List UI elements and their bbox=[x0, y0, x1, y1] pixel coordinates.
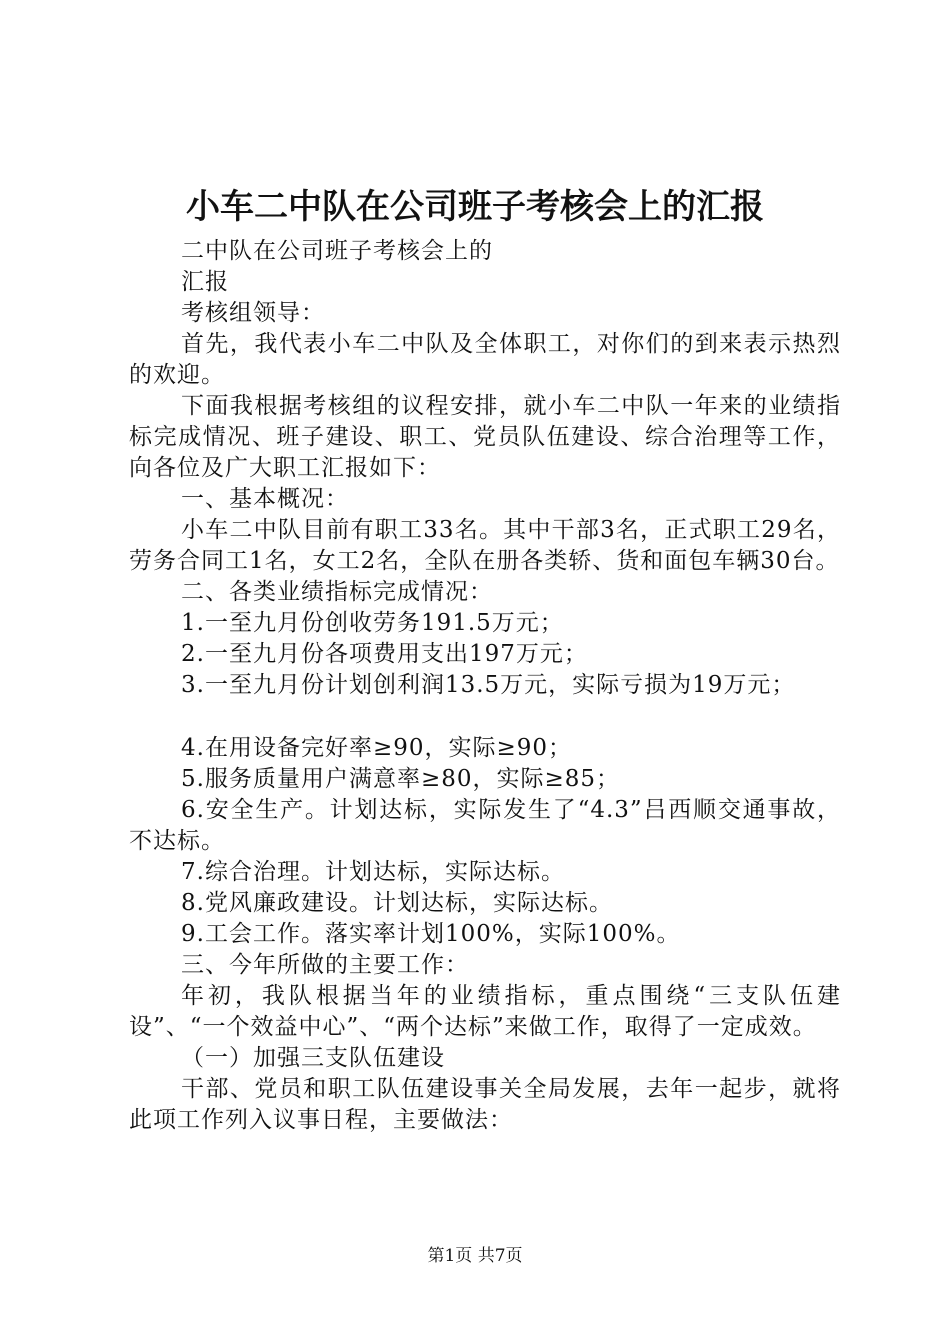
indicator-item-6: 6.安全生产。计划达标，实际发生了“4.3”吕西顺交通事故，不达标。 bbox=[129, 797, 841, 854]
indicator-item-1: 1.一至九月份创收劳务191.5万元； bbox=[181, 610, 564, 636]
section-heading-indicators: 二、各类业绩指标完成情况： bbox=[181, 579, 493, 605]
document-title: 小车二中队在公司班子考核会上的汇报 bbox=[186, 187, 764, 227]
paragraph-subtitle-1: 二中队在公司班子考核会上的 bbox=[181, 238, 493, 264]
section-heading-main-work: 三、今年所做的主要工作： bbox=[181, 952, 469, 978]
indicator-item-3: 3.一至九月份计划创利润13.5万元，实际亏损为19万元； bbox=[181, 672, 796, 698]
indicator-item-8: 8.党风廉政建设。计划达标，实际达标。 bbox=[181, 890, 613, 916]
indicator-item-5: 5.服务质量用户满意率≥80，实际≥85； bbox=[181, 766, 621, 792]
document-body bbox=[129, 236, 841, 1136]
paragraph-subtitle-2: 汇报 bbox=[181, 269, 229, 295]
subsection-heading-teams: （一）加强三支队伍建设 bbox=[181, 1045, 445, 1071]
paragraph-overview: 小车二中队目前有职工33名。其中干部3名，正式职工29名，劳务合同工1名，女工2名，全队在册各类轿、货和面包车辆30台。 bbox=[129, 517, 841, 574]
paragraph-salutation: 考核组领导： bbox=[181, 300, 325, 326]
indicator-item-4: 4.在用设备完好率≥90，实际≥90； bbox=[181, 735, 573, 761]
blank-line bbox=[129, 701, 841, 733]
page-footer: 第1页 共7页 bbox=[427, 1246, 523, 1266]
paragraph-welcome: 首先，我代表小车二中队及全体职工，对你们的到来表示热烈的欢迎。 bbox=[129, 331, 841, 388]
paragraph-teams: 干部、党员和职工队伍建设事关全局发展，去年一起步，就将此项工作列入议事日程，主要做法： bbox=[129, 1076, 841, 1133]
indicator-item-7: 7.综合治理。计划达标，实际达标。 bbox=[181, 859, 565, 885]
paragraph-intro: 下面我根据考核组的议程安排，就小车二中队一年来的业绩指标完成情况、班子建设、职工、党员队伍建设、综合治理等工作，向各位及广大职工汇报如下： bbox=[129, 393, 841, 481]
indicator-item-2: 2.一至九月份各项费用支出197万元； bbox=[181, 641, 588, 667]
paragraph-main-work: 年初，我队根据当年的业绩指标，重点围绕“三支队伍建设”、“一个效益中心”、“两个达标”来做工作，取得了一定成效。 bbox=[129, 983, 841, 1040]
section-heading-overview: 一、基本概况： bbox=[181, 486, 349, 512]
indicator-item-9: 9.工会工作。落实率计划100%，实际100%。 bbox=[181, 921, 681, 947]
